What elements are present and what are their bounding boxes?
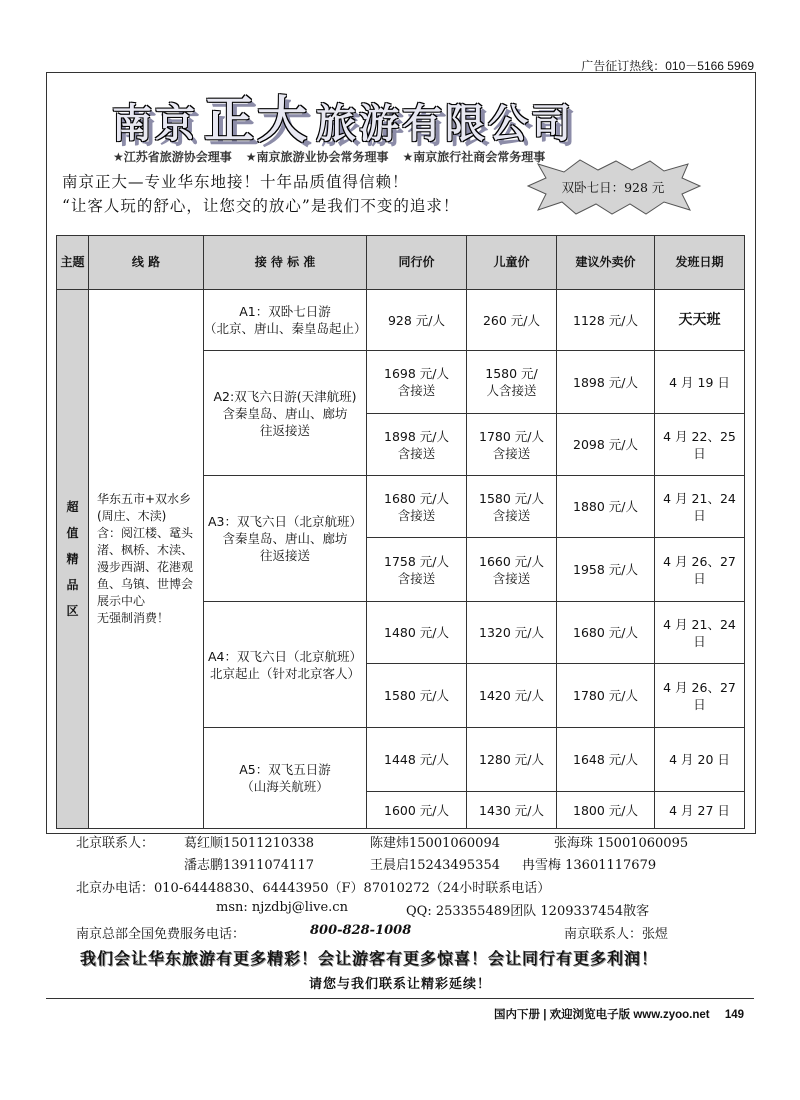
price-date: 4 月 22、25 日 [655,414,745,476]
price-table [56,235,745,829]
bj-contact-label: 北京联系人： [76,836,155,851]
price-date: 4 月 27 日 [655,792,745,829]
price-peer: 1448 元/人 [367,728,467,792]
price-retail: 1780 元/人 [557,664,655,728]
price-date: 4 月 21、24 日 [655,476,745,538]
header-date: 发班日期 [655,236,745,290]
header-topic: 主题 [57,236,89,290]
price-date: 4 月 19 日 [655,351,745,414]
price-peer: 1698 元/人 含接送 [367,351,467,414]
footer-section: 国内下册 [494,1009,541,1021]
msn: msn: njzdbj@live.cn [216,900,348,915]
price-child: 1580 元/ 人含接送 [467,351,557,414]
ad-hotline: 广告征订热线：010－5166 5969 [581,59,754,73]
route-cell: 华东五市+双水乡(周庄、木渎) 含：阅江楼、鼋头渚、枫桥、木渎、漫步西湖、花港观鱼、乌镇、世博会展示中心 无强制消费！ [89,290,204,829]
qq: QQ: 253355489团队 1209337454散客 [406,904,650,919]
price-peer: 1898 元/人 含接送 [367,414,467,476]
price-peer: 1480 元/人 [367,602,467,664]
price-child: 1430 元/人 [467,792,557,829]
bj-contact-person: 冉雪梅 13601117679 [522,858,657,873]
price-child: 1780 元/人 含接送 [467,414,557,476]
slogan-line-2: “让客人玩的舒心，让您交的放心”是我们不变的追求！ [62,197,460,215]
bj-office-phone: 北京办电话：010-64448830、64443950（F）87010272（24小时联系电话） [76,881,551,896]
company-name-pre: 南京 [112,100,198,147]
price-child: 1280 元/人 [467,728,557,792]
bj-contact-person: 王晨启15243495354 [370,858,500,873]
hq-phone-label: 南京总部全国免费服务电话： [76,927,246,942]
price-child: 1420 元/人 [467,664,557,728]
price-retail: 1128 元/人 [557,290,655,351]
price-retail: 1680 元/人 [557,602,655,664]
bj-contact-person: 葛红顺15011210338 [184,836,314,851]
topic-cell: 超值精品区 [57,290,89,829]
price-date: 4 月 26、27 日 [655,664,745,728]
header-route: 线 路 [89,236,204,290]
motto: 我们会让华东旅游有更多精彩！会让游客有更多惊喜！会让同行有更多利润！ [80,949,659,968]
price-date: 天天班 [655,290,745,351]
associations [113,148,545,165]
price-retail: 1958 元/人 [557,538,655,602]
price-starburst [524,158,702,216]
header-retail: 建议外卖价 [557,236,655,290]
standard-cell: A2:双飞六日游(天津航班) 含秦皇岛、唐山、廊坊 往返接送 [204,351,367,476]
price-peer: 1680 元/人 含接送 [367,476,467,538]
starburst-text: 双卧七日：928 元 [561,180,665,195]
page-footer [494,1006,744,1022]
footer-separator: | [543,1009,547,1021]
price-child: 1660 元/人 含接送 [467,538,557,602]
price-date: 4 月 26、27 日 [655,538,745,602]
price-child: 260 元/人 [467,290,557,351]
price-date: 4 月 21、24 日 [655,602,745,664]
footer-rule [46,998,754,999]
price-retail: 1800 元/人 [557,792,655,829]
company-name-post: 旅游有限公司 [316,100,574,147]
association-item: ★南京旅游业协会常务理事 [245,150,389,164]
price-retail: 2098 元/人 [557,414,655,476]
header-standard: 接 待 标 准 [204,236,367,290]
standard-cell: A3：双飞六日（北京航班） 含秦皇岛、唐山、廊坊 往返接送 [204,476,367,602]
price-retail: 1898 元/人 [557,351,655,414]
price-child: 1580 元/人 含接送 [467,476,557,538]
footer-site-text: 欢迎浏览电子版 www.zyoo.net [549,1009,710,1021]
standard-cell: A5：双飞五日游 （山海关航班） [204,728,367,829]
price-peer: 1580 元/人 [367,664,467,728]
price-peer: 1758 元/人 含接送 [367,538,467,602]
price-date: 4 月 20 日 [655,728,745,792]
price-retail: 1880 元/人 [557,476,655,538]
price-peer: 928 元/人 [367,290,467,351]
bj-contact-person: 潘志鹏13911074117 [184,858,314,873]
hq-phone: 800-828-1008 [310,923,412,938]
price-child: 1320 元/人 [467,602,557,664]
bj-contact-person: 陈建炜15001060094 [370,836,500,851]
price-retail: 1648 元/人 [557,728,655,792]
association-item: ★江苏省旅游协会理事 [113,150,232,164]
header-peer: 同行价 [367,236,467,290]
nj-contact: 南京联系人：张煜 [564,927,669,942]
association-item: ★南京旅行社商会常务理事 [402,150,546,164]
company-name [112,80,574,152]
price-peer: 1600 元/人 [367,792,467,829]
header-child: 儿童价 [467,236,557,290]
company-name-big: 正大 [204,90,310,149]
standard-cell: A1：双卧七日游 （北京、唐山、秦皇岛起止） [204,290,367,351]
page-number: 149 [724,1009,744,1021]
standard-cell: A4：双飞六日（北京航班） 北京起止（针对北京客人） [204,602,367,728]
slogan-line-1: 南京正大—专业华东地接！十年品质值得信赖！ [62,173,409,191]
motto-sub: 请您与我们联系让精彩延续！ [308,977,491,992]
bj-contact-person: 张海珠 15001060095 [554,836,689,851]
